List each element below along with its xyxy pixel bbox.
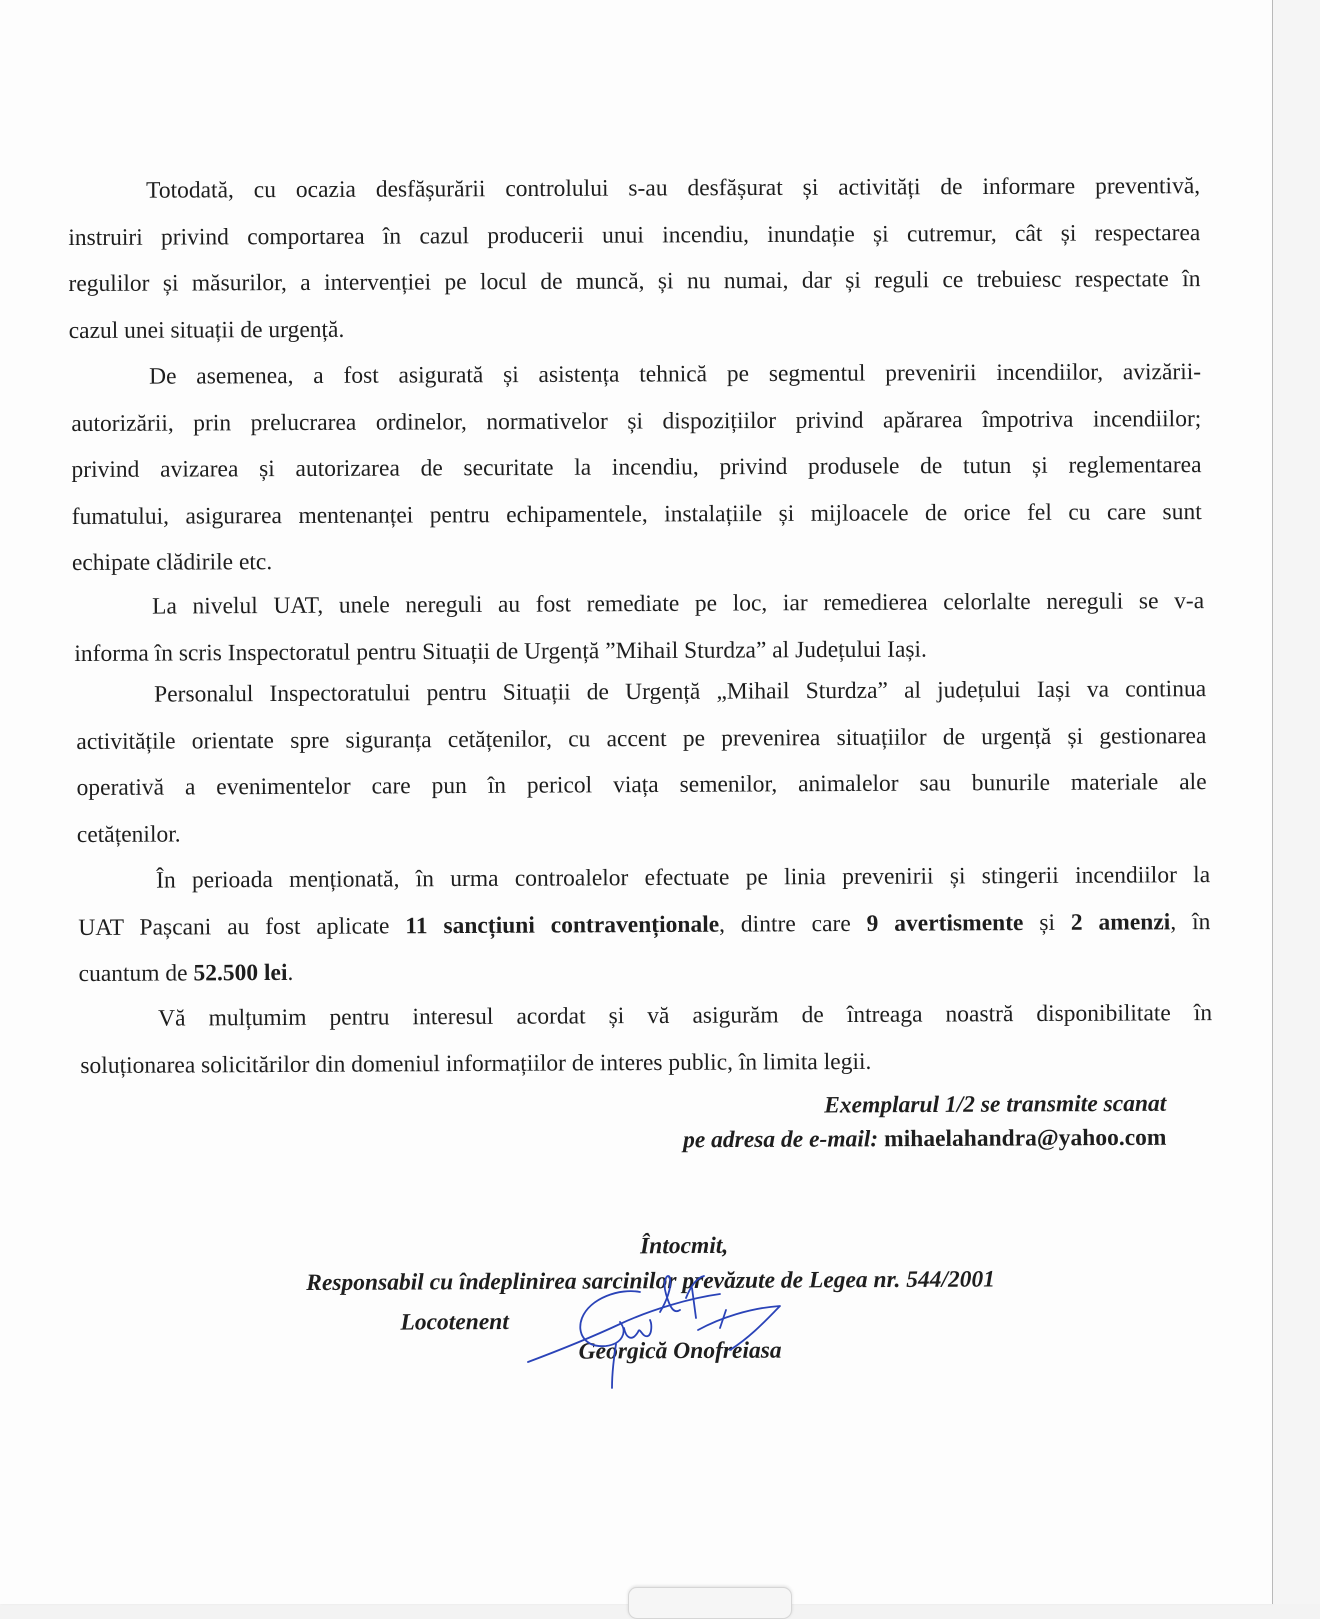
text-line: [71, 349, 1201, 400]
sanctions-count: 11 sancțiuni contravenționale: [405, 911, 720, 939]
email-prefix: pe adresa de e-mail:: [682, 1126, 884, 1154]
signature-block: [300, 1228, 1100, 1365]
signatory-role: Responsabil cu îndeplinirea sarcinilor prevăzute de Legea nr. 544/2001: [306, 1266, 996, 1297]
text: , dintre care: [719, 910, 867, 938]
warnings-count: 9 avertismente: [866, 909, 1024, 937]
side-panel: [1273, 0, 1320, 1604]
text: .: [287, 959, 294, 986]
text-line: operativă a evenimentelor care pun în pericol viața semenilor, animalelor sau bunurile materiale ale: [76, 769, 1207, 801]
copy-note: [682, 1087, 1166, 1158]
paragraph-thanks: [80, 990, 1212, 1089]
text-line: [78, 852, 1210, 904]
text: Vă mulțumim pentru interesul acordat și vă asigurăm de întreaga noastră disponibilitate în: [158, 1000, 1213, 1032]
text-line: autorizării, prin prelucrarea ordinelor, normativelor și dispozițiilor privind apărarea împotriva incendiilor;: [71, 405, 1202, 437]
paragraph-uat-remediation: [74, 578, 1204, 677]
text-line: privind avizarea și autorizarea de securitate la incendiu, privind produsele de tutun și reglementarea: [71, 452, 1202, 483]
text-line: soluționarea solicitărilor din domeniul informațiilor de interes public, în limita legii.: [80, 1048, 872, 1079]
text: Totodată, cu ocazia desfășurării controlului s-au desfășurat și activități de informare preventivă,: [146, 173, 1201, 204]
text: De asemenea, a fost asigurată și asistența tehnică pe segmentul prevenirii incendiilor, avizării-: [149, 359, 1202, 390]
paragraph-personnel: [76, 666, 1207, 858]
text: La nivelul UAT, unele nereguli au fost remediate pe loc, iar remedierea celorlalte nereguli se v-a: [152, 588, 1205, 620]
text-line: instruiri privind comportarea în cazul producerii unui incendiu, inundație și cutremur, cât și respectarea: [68, 219, 1201, 251]
text-line: [78, 945, 1210, 997]
text-line: [76, 666, 1206, 718]
paragraph-sanctions: [78, 852, 1211, 997]
text-line: activitățile orientate spre siguranța cetățenilor, cu accent pe prevenirea situațiilor de urgență și gestionarea: [76, 722, 1207, 755]
text-line: [74, 578, 1204, 630]
signatory-name: Georgică Onofreiasa: [578, 1337, 782, 1365]
text-line: cetățenilor.: [76, 820, 181, 848]
signature-title: Întocmit,: [640, 1232, 729, 1260]
text: , în: [1170, 908, 1211, 935]
text-line: [68, 163, 1200, 214]
text: UAT Pașcani au fost aplicate: [78, 912, 406, 941]
copy-note-line: [683, 1121, 1167, 1158]
text-line: fumatului, asigurarea mentenanței pentru echipamentele, instalațiile și mijloacele de orice fel cu care sunt: [71, 498, 1202, 530]
text-line: [80, 990, 1212, 1042]
text-line: cazul unei situații de urgență.: [68, 316, 345, 344]
fines-amount: 52.500 lei: [193, 959, 288, 987]
signatory-rank: Locotenent: [400, 1309, 509, 1336]
text-line: echipate clădirile etc.: [71, 549, 273, 576]
text: cuantum de: [78, 960, 194, 987]
paragraph-control-activities: [68, 163, 1201, 354]
text-line: informa în scris Inspectoratul pentru Situații de Urgență ”Mihail Sturdza” al Județului Iași.: [74, 636, 927, 667]
email-address: mihaelahandra@yahoo.com: [883, 1124, 1167, 1153]
text: În perioada menționată, în urma controalelor efectuate pe linia prevenirii și stingerii incendiilor la: [156, 862, 1211, 894]
text: Personalul Inspectoratului pentru Situații de Urgență „Mihail Sturdza” al județului Iași va continua: [154, 676, 1207, 708]
page-toolbar-tab[interactable]: [628, 1587, 792, 1619]
fines-count: 2 amenzi: [1070, 908, 1171, 936]
paragraph-technical-assistance: [71, 349, 1202, 586]
text: și: [1023, 909, 1071, 936]
copy-note-line: Exemplarul 1/2 se transmite scanat: [823, 1090, 1166, 1119]
text-line: [78, 899, 1210, 951]
text-line: regulilor și măsurilor, a intervenției pe locul de muncă, și nu numai, dar și reguli ce trebuiesc respectate în: [68, 266, 1201, 297]
